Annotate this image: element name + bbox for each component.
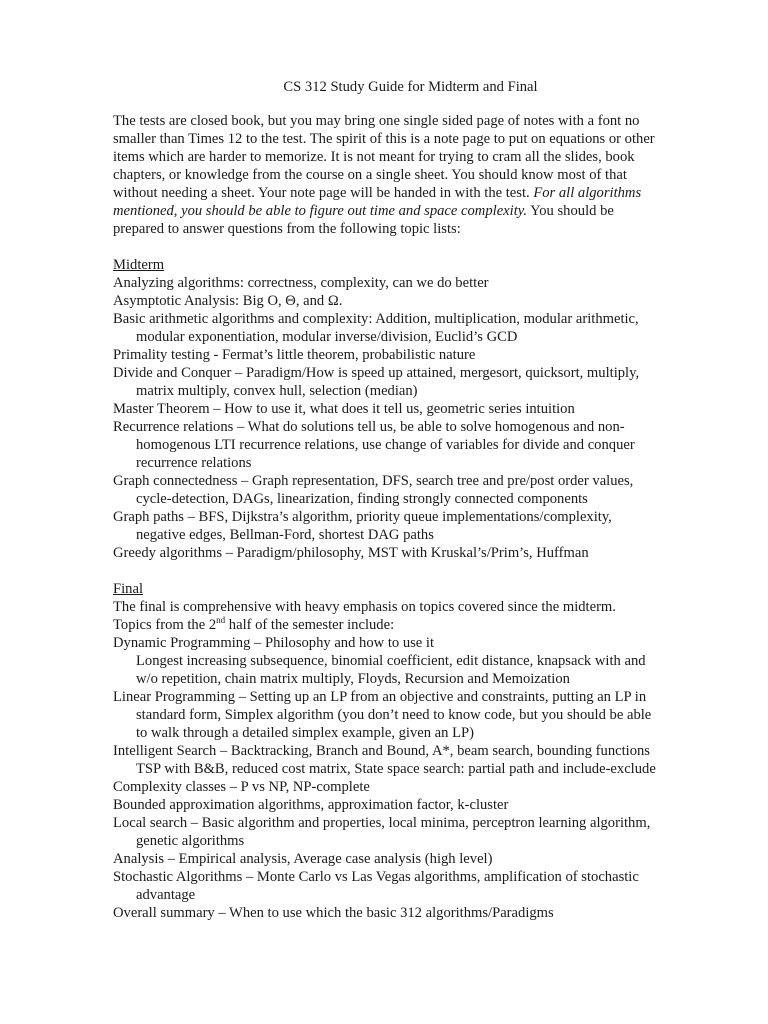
topic-item — [113, 850, 668, 868]
intro-text-2: You should be prepared to answer questions from the following topic lists: — [113, 203, 614, 237]
topic-item — [113, 508, 668, 544]
final-topics-intro — [113, 616, 668, 634]
topic-line: Master Theorem – How to use it, what does it tell us, geometric series intuition — [113, 401, 575, 417]
topic-item — [113, 274, 668, 292]
intro-paragraph — [113, 112, 668, 238]
topic-line: Linear Programming – Setting up an LP from an objective and constraints, putting an LP in — [113, 689, 647, 705]
topic-line: Dynamic Programming – Philosophy and how to use it — [113, 635, 435, 651]
topic-line: Graph paths – BFS, Dijkstra’s algorithm, priority queue implementations/complexity, — [113, 509, 612, 525]
topic-continuation-line: recurrence relations — [136, 455, 252, 471]
topic-item — [113, 418, 668, 472]
topic-continuation-line: TSP with B&B, reduced cost matrix, State space search: partial path and include-exclude — [136, 761, 656, 777]
intro-emphasis: For all algorithms mentioned, you should be able to figure out time and space complexity. — [113, 185, 642, 219]
topic-continuation-line: w/o repetition, chain matrix multiply, Floyds, Recursion and Memoization — [136, 671, 570, 687]
topic-line: Greedy algorithms – Paradigm/philosophy, MST with Kruskal’s/Prim’s, Huffman — [113, 545, 589, 561]
topic-line: Asymptotic Analysis: Big O, Θ, and Ω. — [113, 293, 343, 309]
intro-text-1: The tests are closed book, but you may bring one single sided page of notes with a font no smaller than Times 12 to the test. The spirit of this is a note page to put on equations or other items which are harder to memorize. It is not meant for trying to cram all the slides, book chapters, or knowledge from the course on a single sheet. You should know most of that without needing a sheet. Your note page will be handed in with the test. — [113, 113, 655, 201]
topic-item — [113, 310, 668, 346]
final-intro-line: The final is comprehensive with heavy emphasis on topics covered since the midterm. — [113, 599, 616, 615]
midterm-section — [113, 256, 668, 562]
topic-line: Analyzing algorithms: correctness, complexity, can we do better — [113, 275, 489, 291]
topic-line: Divide and Conquer – Paradigm/How is speed up attained, mergesort, quicksort, multiply, — [113, 365, 640, 381]
topic-item — [113, 868, 668, 904]
topic-line: Complexity classes – P vs NP, NP-complete — [113, 779, 370, 795]
topic-line: Intelligent Search – Backtracking, Branch and Bound, A*, beam search, bounding functions — [113, 743, 650, 759]
topic-continuation-line: to walk through a detailed simplex example, given an LP) — [136, 725, 475, 741]
topic-item — [113, 364, 668, 400]
ordinal-superscript: nd — [216, 615, 226, 626]
topic-item — [113, 814, 668, 850]
topic-item — [113, 742, 668, 778]
topic-continuation-line: matrix multiply, convex hull, selection (median) — [136, 383, 418, 399]
topic-continuation-line: negative edges, Bellman-Ford, shortest DAG paths — [136, 527, 434, 543]
topic-item — [113, 400, 668, 418]
topic-continuation-line: modular exponentiation, modular inverse/division, Euclid’s GCD — [136, 329, 518, 345]
topic-continuation-line: homogenous LTI recurrence relations, use change of variables for divide and conquer — [136, 437, 635, 453]
final-topics-post: half of the semester include: — [225, 617, 395, 633]
topic-continuation-line: genetic algorithms — [136, 833, 245, 849]
topic-line: Graph connectedness – Graph representation, DFS, search tree and pre/post order values, — [113, 473, 634, 489]
topic-item — [113, 292, 668, 310]
topic-item — [113, 346, 668, 364]
topic-line: Local search – Basic algorithm and properties, local minima, perceptron learning algorithm, — [113, 815, 651, 831]
page-title: CS 312 Study Guide for Midterm and Final — [283, 79, 538, 95]
topic-item — [113, 688, 668, 742]
topic-line: Bounded approximation algorithms, approximation factor, k-cluster — [113, 797, 509, 813]
topic-continuation-line: advantage — [136, 887, 196, 903]
topic-item — [113, 904, 668, 922]
final-topic-list — [113, 634, 668, 922]
topic-continuation-line: cycle-detection, DAGs, linearization, finding strongly connected components — [136, 491, 588, 507]
topic-continuation-line: Longest increasing subsequence, binomial coefficient, edit distance, knapsack with and — [136, 653, 646, 669]
midterm-heading: Midterm — [113, 257, 165, 273]
topic-line: Recurrence relations – What do solutions tell us, be able to solve homogenous and non- — [113, 419, 625, 435]
topic-item — [113, 634, 668, 688]
topic-line: Stochastic Algorithms – Monte Carlo vs Las Vegas algorithms, amplification of stochastic — [113, 869, 639, 885]
topic-line: Primality testing - Fermat’s little theorem, probabilistic nature — [113, 347, 476, 363]
topic-item — [113, 544, 668, 562]
topic-item — [113, 796, 668, 814]
topic-item — [113, 778, 668, 796]
final-heading: Final — [113, 581, 143, 597]
topic-item — [113, 472, 668, 508]
midterm-topic-list — [113, 274, 668, 562]
topic-continuation-line: standard form, Simplex algorithm (you don’t need to know code, but you should be able — [136, 707, 652, 723]
final-topics-pre: Topics from the 2 — [113, 617, 217, 633]
topic-line: Overall summary – When to use which the basic 312 algorithms/Paradigms — [113, 905, 554, 921]
topic-line: Analysis – Empirical analysis, Average case analysis (high level) — [113, 851, 493, 867]
final-section — [113, 580, 668, 922]
topic-line: Basic arithmetic algorithms and complexity: Addition, multiplication, modular arithmetic, — [113, 311, 639, 327]
